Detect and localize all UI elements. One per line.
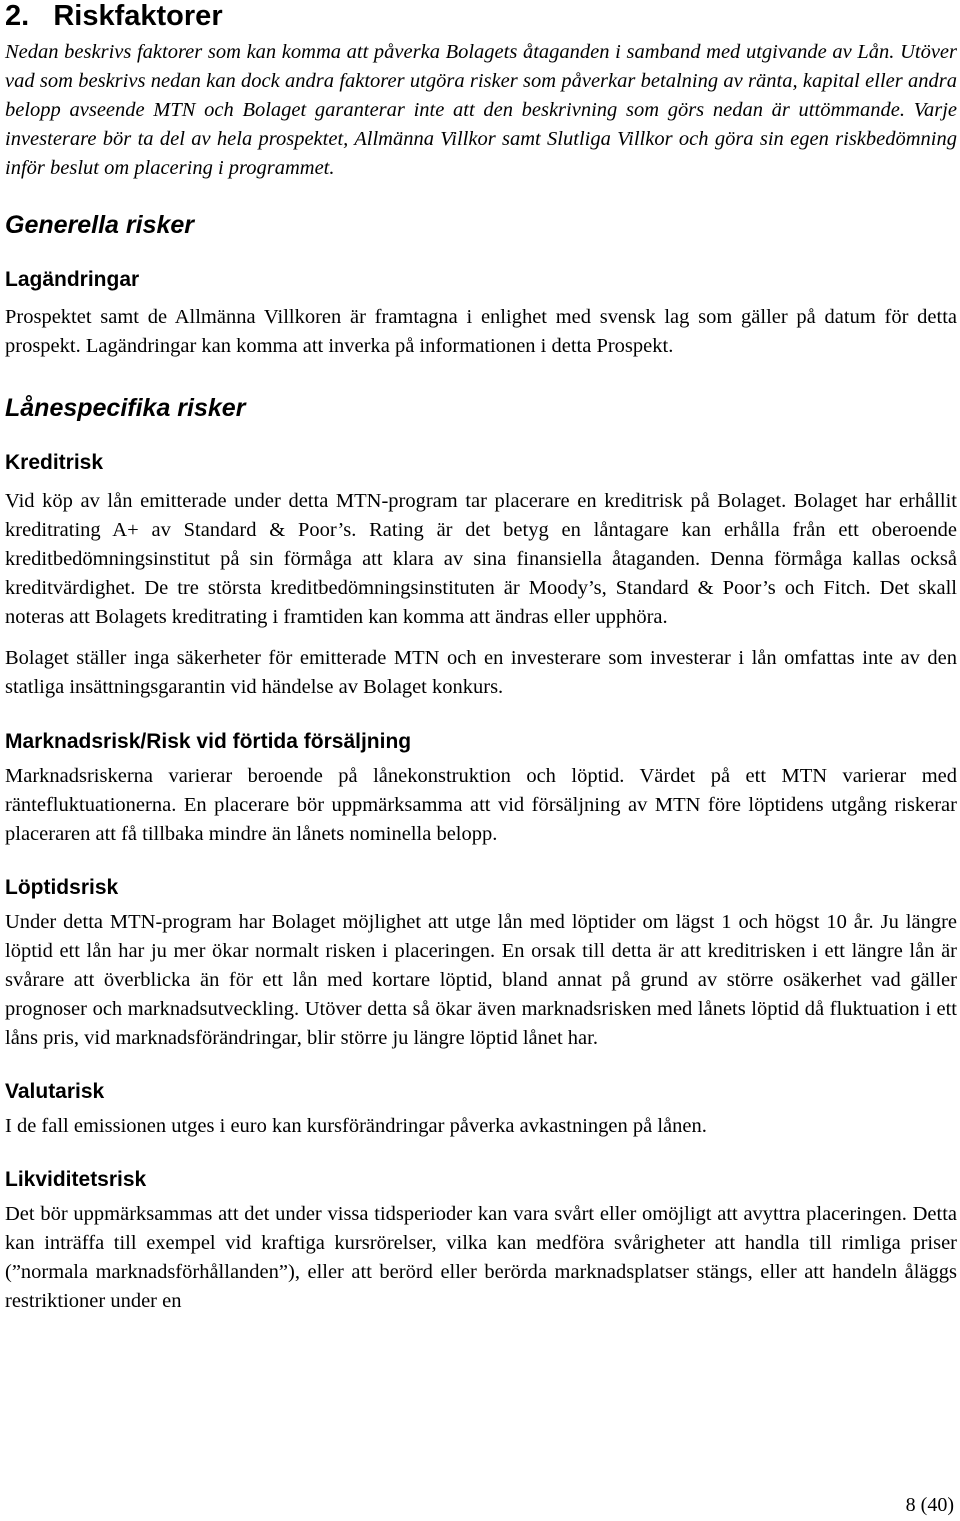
- section-heading-loan-specific-risks: Lånespecifika risker: [5, 394, 246, 422]
- subheading-marknadsrisk: Marknadsrisk/Risk vid förtida försäljning: [5, 730, 412, 753]
- paragraph-kreditrisk-2: Bolaget ställer inga säkerheter för emitterade MTN och en investerare som investerar i lån omfattas inte av den statliga insättningsgarantin vid händelse av Bolaget konkurs.: [5, 647, 957, 698]
- subheading-valutarisk: Valutarisk: [5, 1080, 105, 1103]
- section-heading-general-risks: Generella risker: [5, 211, 195, 239]
- paragraph-lagandringar: Prospektet samt de Allmänna Villkoren är framtagna i enlighet med svensk lag som gäller på datum för detta prospekt. Lagändringar kan komma att inverka på informationen i detta Prospekt.: [5, 306, 957, 357]
- subheading-kreditrisk: Kreditrisk: [5, 451, 104, 474]
- page-title: 2. Riskfaktorer: [5, 0, 223, 32]
- page-number: 8 (40): [905, 1494, 954, 1516]
- paragraph-loptidsrisk: Under detta MTN-program har Bolaget möjlighet att utge lån med löptider om lägst 1 och högst 10 år. Ju längre löptid ett lån har ju mer ökar normalt risken i placeringen. En orsak till detta är att kreditrisken i ett längre lån är svårare att överblicka än för ett lån med kortare löptid, bland annat på grund av större osäkerhet vad gäller prognoser och marknadsutveckling. Utöver detta så ökar även marknadsrisken med lånets löptid då fluktuation i ett låns pris, vid marknadsförändringar, blir större ju längre löptid lånet har.: [5, 911, 957, 1049]
- paragraph-likviditetsrisk: Det bör uppmärksammas att det under vissa tidsperioder kan vara svårt eller omöjligt att avyttra placeringen. Detta kan inträffa till exempel vid kraftiga kursrörelser, vilka kan medföra svårigheter att handla till rimliga priser (”normala marknadsförhållanden”), eller att berörd eller berörda marknadsplatser stängs, eller att handeln åläggs restriktioner under en: [5, 1203, 957, 1312]
- intro-paragraph: Nedan beskrivs faktorer som kan komma att påverka Bolagets åtaganden i samband med utgivande av Lån. Utöver vad som beskrivs nedan kan dock andra faktorer utgöra risker som påverkar betalning av ränta, kapital eller andra belopp avseende MTN och Bolaget garanterar inte att den beskrivning som görs nedan är uttömmande. Varje investerare bör ta del av hela prospektet, Allmänna Villkor samt Slutliga Villkor och göra sin egen riskbedömning inför beslut om placering i programmet.: [5, 41, 957, 179]
- document-page: [5, 0, 957, 1316]
- paragraph-marknadsrisk: Marknadsriskerna varierar beroende på lånekonstruktion och löptid. Värdet på ett MTN varierar med räntefluktuationerna. En placerare bör uppmärksamma att vid försäljning av MTN före löptidens utgång riskerar placeraren att få tillbaka mindre än lånets nominella belopp.: [5, 765, 957, 845]
- subheading-likviditetsrisk: Likviditetsrisk: [5, 1168, 147, 1191]
- paragraph-valutarisk: I de fall emissionen utges i euro kan kursförändringar påverka avkastningen på lånen.: [5, 1115, 707, 1137]
- subheading-loptidsrisk: Löptidsrisk: [5, 876, 119, 899]
- paragraph-kreditrisk-1: Vid köp av lån emitterade under detta MTN-program tar placerare en kreditrisk på Bolaget. Bolaget har erhållit kreditrating A+ av Standard & Poor’s. Rating är det betyg en låntagare kan erhålla från ett oberoende kreditbedömningsinstitut på sin förmåga att klara av sina finansiella åtaganden. Denna förmåga kallas också kreditvärdighet. De tre största kreditbedömningsinstituten är Moody’s, Standard & Poor’s och Fitch. Det skall noteras att Bolagets kreditrating i framtiden kan komma att ändras eller upphöra.: [5, 490, 957, 628]
- subheading-lagandringar: Lagändringar: [5, 268, 140, 291]
